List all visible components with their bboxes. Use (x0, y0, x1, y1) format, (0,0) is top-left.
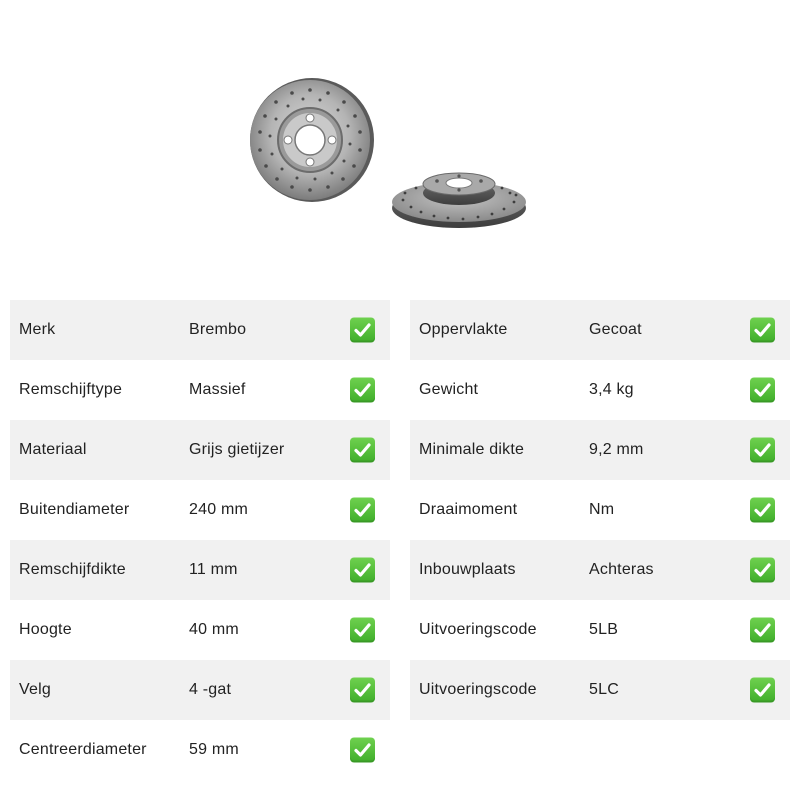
spec-label: Draaimoment (419, 501, 518, 518)
spec-value: Achteras (589, 561, 654, 578)
spec-row (410, 600, 790, 660)
spec-value: 9,2 mm (589, 441, 644, 458)
checkmark-icon (750, 678, 775, 703)
spec-row (10, 720, 390, 780)
checkmark-icon (350, 738, 375, 763)
upright-disc (250, 78, 374, 202)
checkmark-icon (350, 378, 375, 403)
spec-row (10, 600, 390, 660)
spec-value: Gecoat (589, 321, 642, 338)
spec-value: 240 mm (189, 501, 248, 518)
checkmark-icon (350, 498, 375, 523)
spec-row (410, 660, 790, 720)
checkmark-icon (750, 378, 775, 403)
spec-label: Uitvoeringscode (419, 621, 537, 638)
spec-table-left (10, 300, 390, 780)
spec-value: 5LB (589, 621, 619, 638)
spec-row (410, 480, 790, 540)
spec-label: Remschijftype (19, 381, 123, 398)
spec-row (10, 660, 390, 720)
checkmark-icon (750, 618, 775, 643)
spec-row (410, 360, 790, 420)
spec-label: Buitendiameter (19, 501, 130, 518)
spec-label: Uitvoeringscode (419, 681, 537, 698)
spec-value: 5LC (589, 681, 619, 698)
spec-label: Inbouwplaats (419, 561, 516, 578)
spec-row (10, 360, 390, 420)
checkmark-icon (350, 678, 375, 703)
spec-value: 40 mm (189, 621, 239, 638)
spec-value: 3,4 kg (589, 381, 634, 398)
checkmark-icon (750, 558, 775, 583)
spec-row (410, 300, 790, 360)
spec-label: Minimale dikte (419, 441, 525, 458)
spec-row (10, 480, 390, 540)
checkmark-icon (750, 498, 775, 523)
brake-disc-illustration (240, 60, 540, 240)
spec-value: 4 -gat (189, 681, 232, 698)
spec-table-right (410, 300, 790, 720)
checkmark-icon (750, 318, 775, 343)
spec-row (10, 300, 390, 360)
spec-row (410, 420, 790, 480)
spec-row (10, 540, 390, 600)
spec-label: Gewicht (419, 381, 479, 398)
checkmark-icon (350, 438, 375, 463)
spec-label: Centreerdiameter (19, 741, 147, 758)
spec-label: Remschijfdikte (19, 561, 126, 578)
brake-disc-image (240, 60, 540, 240)
spec-value: Nm (589, 501, 615, 518)
spec-value: Brembo (189, 321, 247, 338)
spec-value: 11 mm (189, 561, 238, 578)
checkmark-icon (350, 558, 375, 583)
spec-value: 59 mm (189, 741, 239, 758)
spec-label: Velg (19, 681, 51, 698)
spec-label: Merk (19, 321, 56, 338)
spec-label: Oppervlakte (419, 321, 508, 338)
spec-value: Grijs gietijzer (189, 441, 285, 458)
checkmark-icon (350, 318, 375, 343)
spec-label: Materiaal (19, 441, 87, 458)
spec-row (10, 420, 390, 480)
flat-disc (392, 173, 526, 228)
spec-value: Massief (189, 381, 246, 398)
spec-row (410, 540, 790, 600)
checkmark-icon (750, 438, 775, 463)
spec-label: Hoogte (19, 621, 72, 638)
checkmark-icon (350, 618, 375, 643)
